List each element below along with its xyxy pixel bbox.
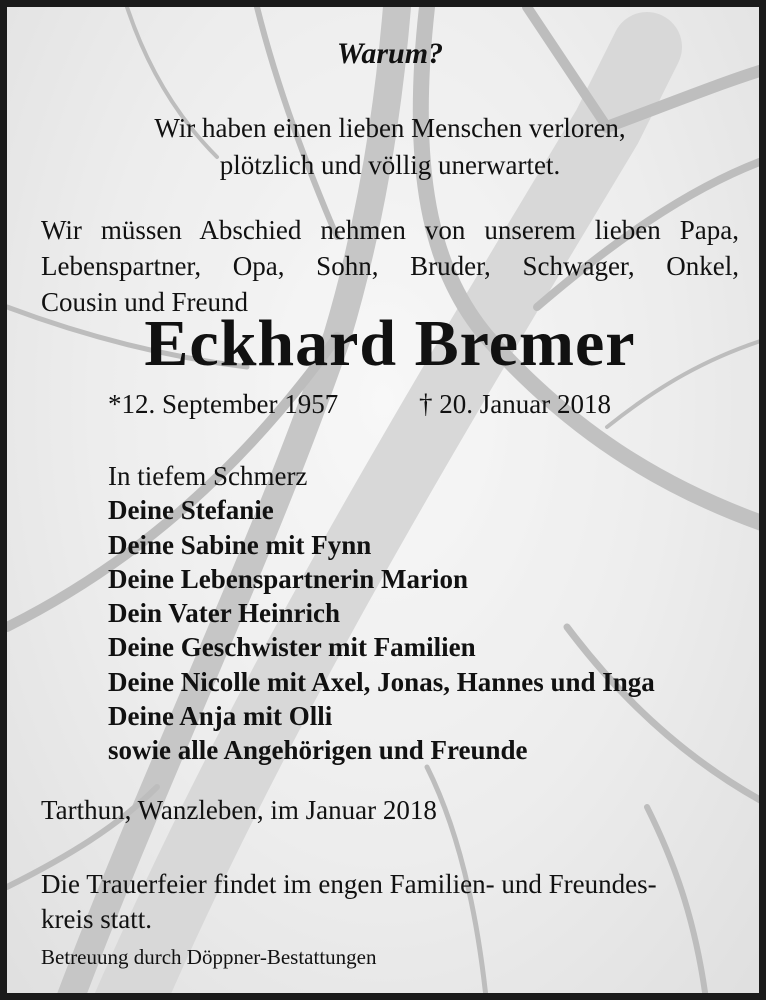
mourner-line: sowie alle Angehörigen und Freunde xyxy=(108,735,528,766)
farewell-line: Wir müssen Abschied nehmen von unserem lieben Papa, xyxy=(41,215,739,245)
intro-line: plötzlich und völlig unerwartet. xyxy=(219,150,561,180)
farewell-text xyxy=(41,212,739,320)
notice-heading: Warum? xyxy=(336,37,444,70)
mourner-line: Deine Stefanie xyxy=(108,495,274,526)
farewell-line: Cousin und Freund xyxy=(41,287,249,317)
ceremony-line: Die Trauerfeier findet im engen Familien- und Freundes- xyxy=(41,869,657,899)
mourner-line: Deine Nicolle mit Axel, Jonas, Hannes und Inga xyxy=(108,666,655,697)
intro-text xyxy=(7,110,766,184)
mourner-line: Deine Sabine mit Fynn xyxy=(108,529,372,560)
mourner-line: Deine Lebenspartnerin Marion xyxy=(108,563,468,594)
mourner-line: Deine Anja mit Olli xyxy=(108,701,333,732)
farewell-line: Lebenspartner, Opa, Sohn, Bruder, Schwager, Onkel, xyxy=(41,251,739,281)
birth-date: *12. September 1957 xyxy=(108,389,339,419)
notice-content xyxy=(7,7,766,1000)
death-date: † 20. Januar 2018 xyxy=(419,389,611,419)
ceremony-line: kreis statt. xyxy=(41,904,152,934)
mourning-label: In tiefem Schmerz xyxy=(108,461,308,491)
mourner-line: Deine Geschwister mit Familien xyxy=(108,632,476,663)
mourner-line: Dein Vater Heinrich xyxy=(108,598,340,629)
deceased-name: Eckhard Bremer xyxy=(144,307,636,380)
intro-line: Wir haben einen lieben Menschen verloren, xyxy=(154,113,626,143)
mourners-block xyxy=(108,459,655,768)
ceremony-text xyxy=(41,867,741,937)
place-date: Tarthun, Wanzleben, im Januar 2018 xyxy=(41,795,437,825)
undertaker-credit: Betreuung durch Döppner-Bestattungen xyxy=(41,945,377,969)
